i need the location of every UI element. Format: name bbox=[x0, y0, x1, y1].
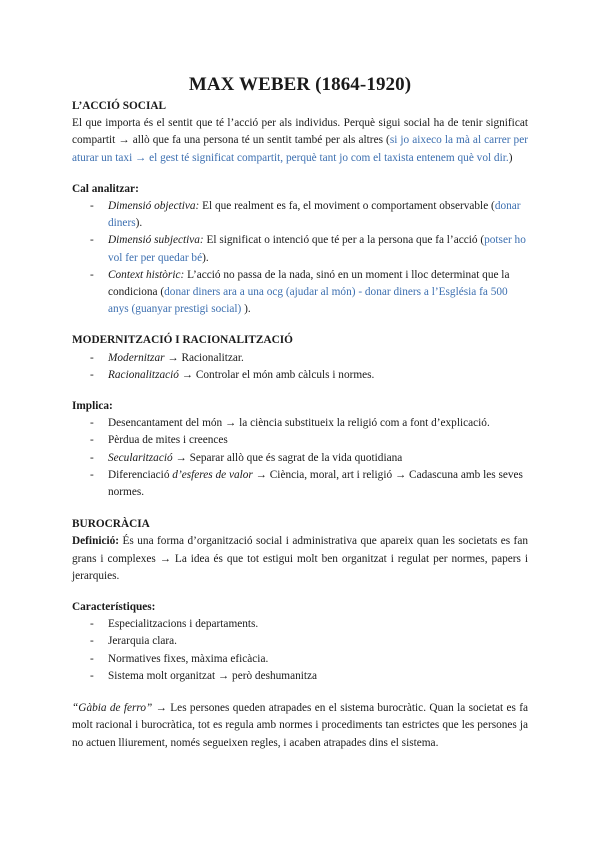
item-text: → Controlar el món amb càlculs i normes. bbox=[178, 368, 375, 381]
list-item bbox=[72, 367, 528, 384]
accio-paragraph bbox=[72, 115, 528, 167]
item-text: Sistema molt organitzat → però deshumanitza bbox=[108, 669, 318, 682]
list-item bbox=[72, 232, 528, 266]
list-dash: - bbox=[90, 417, 94, 430]
section-heading-burocracia: BUROCRÀCIA bbox=[72, 518, 150, 531]
list-item bbox=[72, 415, 528, 432]
page-title: MAX WEBER (1864-1920) bbox=[188, 74, 412, 95]
section-heading-accio: L’ACCIÓ SOCIAL bbox=[72, 100, 167, 112]
caract-heading: Característiques: bbox=[72, 601, 156, 614]
item-text: → Separar allò que és sagrat de la vida quotidiana bbox=[172, 451, 403, 464]
item-term: Racionalització bbox=[108, 368, 179, 381]
list-dash: - bbox=[90, 234, 94, 247]
list-item bbox=[72, 633, 528, 650]
item-text: El significat o intenció que té per a la persona que fa l’acció ( bbox=[203, 234, 485, 247]
item-example: donar diners bbox=[108, 200, 521, 230]
list-item bbox=[72, 651, 528, 668]
item-text: → Racionalitzar. bbox=[164, 351, 244, 364]
list-dash: - bbox=[90, 468, 94, 481]
implica-list bbox=[72, 415, 528, 501]
item-end: ). bbox=[135, 217, 143, 230]
definition-text: És una forma d’organització social i administrativa que apareix quan les societats es fan grans i complexes → La idea és que tot estigui molt ben organitzat i regulat per normes, papers i jerarquies. bbox=[72, 535, 528, 582]
list-item bbox=[72, 668, 528, 685]
list-dash: - bbox=[90, 652, 94, 665]
list-item bbox=[72, 350, 528, 367]
list-item bbox=[72, 198, 528, 232]
item-text: Desencantament del món → la ciència substitueix la religió com a font d’explicació. bbox=[108, 417, 490, 430]
list-item bbox=[72, 467, 528, 501]
item-term: Dimensió objectiva: bbox=[108, 200, 200, 213]
item-example: potser ho vol fer per quedar bé bbox=[108, 234, 526, 264]
list-dash: - bbox=[90, 618, 94, 631]
list-dash: - bbox=[90, 669, 94, 682]
accio-example: si jo aixeco la mà al carrer per aturar un taxi → el gest té significat compartit, perquè tant jo com el taxista entenem què vol dir. bbox=[72, 134, 528, 164]
caract-list bbox=[72, 616, 528, 685]
item-end: ). bbox=[202, 251, 209, 264]
item-end: ). bbox=[241, 303, 251, 316]
item-pre: Diferenciació bbox=[108, 468, 173, 481]
section-heading-modernitzacio: MODERNITZACIÓ I RACIONALITZACIÓ bbox=[72, 334, 293, 347]
item-text: El que realment es fa, el moviment o comportament observable ( bbox=[199, 200, 495, 213]
list-dash: - bbox=[90, 351, 94, 364]
list-dash: - bbox=[90, 368, 94, 381]
item-text: L’acció no passa de la nada, sinó en un moment i lloc determinat que la condiciona ( bbox=[108, 268, 510, 299]
accio-text: El que importa és el sentit que té l’acció per als individus. Perquè sigui social ha de tenir significat compartit → allò que fa una persona té un sentit també per als altres ( bbox=[72, 117, 528, 147]
item-term: Modernitzar bbox=[108, 351, 165, 364]
list-item bbox=[72, 450, 528, 467]
accio-close: ) bbox=[508, 151, 513, 164]
definition-paragraph bbox=[72, 533, 528, 585]
item-text: Pèrdua de mites i creences bbox=[108, 434, 228, 447]
item-term: Dimensió subjectiva: bbox=[108, 234, 204, 247]
list-item bbox=[72, 432, 528, 449]
gabia-text: → Les persones queden atrapades en el sistema burocràtic. Quan la societat es fa molt racional i burocràtica, tot es regula amb normes i procediments tan estrictes que les persones ja no actuen lliurement, només segueixen regles, i acaben atrapades dins el sistema. bbox=[72, 702, 528, 749]
definition-label: Definició: bbox=[72, 535, 120, 548]
modern-list bbox=[72, 350, 528, 384]
list-dash: - bbox=[90, 635, 94, 648]
item-text: Normatives fixes, màxima eficàcia. bbox=[108, 652, 269, 665]
cal-heading: Cal analitzar: bbox=[72, 182, 139, 195]
item-term: d’esferes de valor bbox=[172, 468, 253, 481]
item-text: Especialitzacions i departaments. bbox=[108, 618, 259, 631]
gabia-paragraph bbox=[72, 700, 528, 752]
item-term: Secularització bbox=[108, 451, 173, 464]
list-item bbox=[72, 616, 528, 633]
gabia-term: “Gàbia de ferro” bbox=[72, 702, 153, 715]
item-term: Context històric: bbox=[108, 268, 185, 281]
list-dash: - bbox=[90, 200, 94, 213]
cal-list bbox=[72, 198, 528, 318]
list-item bbox=[72, 267, 528, 319]
list-dash: - bbox=[90, 434, 94, 447]
item-text: Jerarquia clara. bbox=[108, 635, 177, 648]
implica-heading: Implica: bbox=[72, 400, 113, 413]
item-example: donar diners ara a una ocg (ajudar al món) - donar diners a l’Església fa 500 anys (guanyar prestigi social) bbox=[108, 286, 508, 316]
list-dash: - bbox=[90, 268, 94, 281]
list-dash: - bbox=[90, 451, 94, 464]
item-text: → Ciència, moral, art i religió → Cadascuna amb les seves normes. bbox=[108, 468, 523, 499]
document-page bbox=[72, 72, 528, 752]
